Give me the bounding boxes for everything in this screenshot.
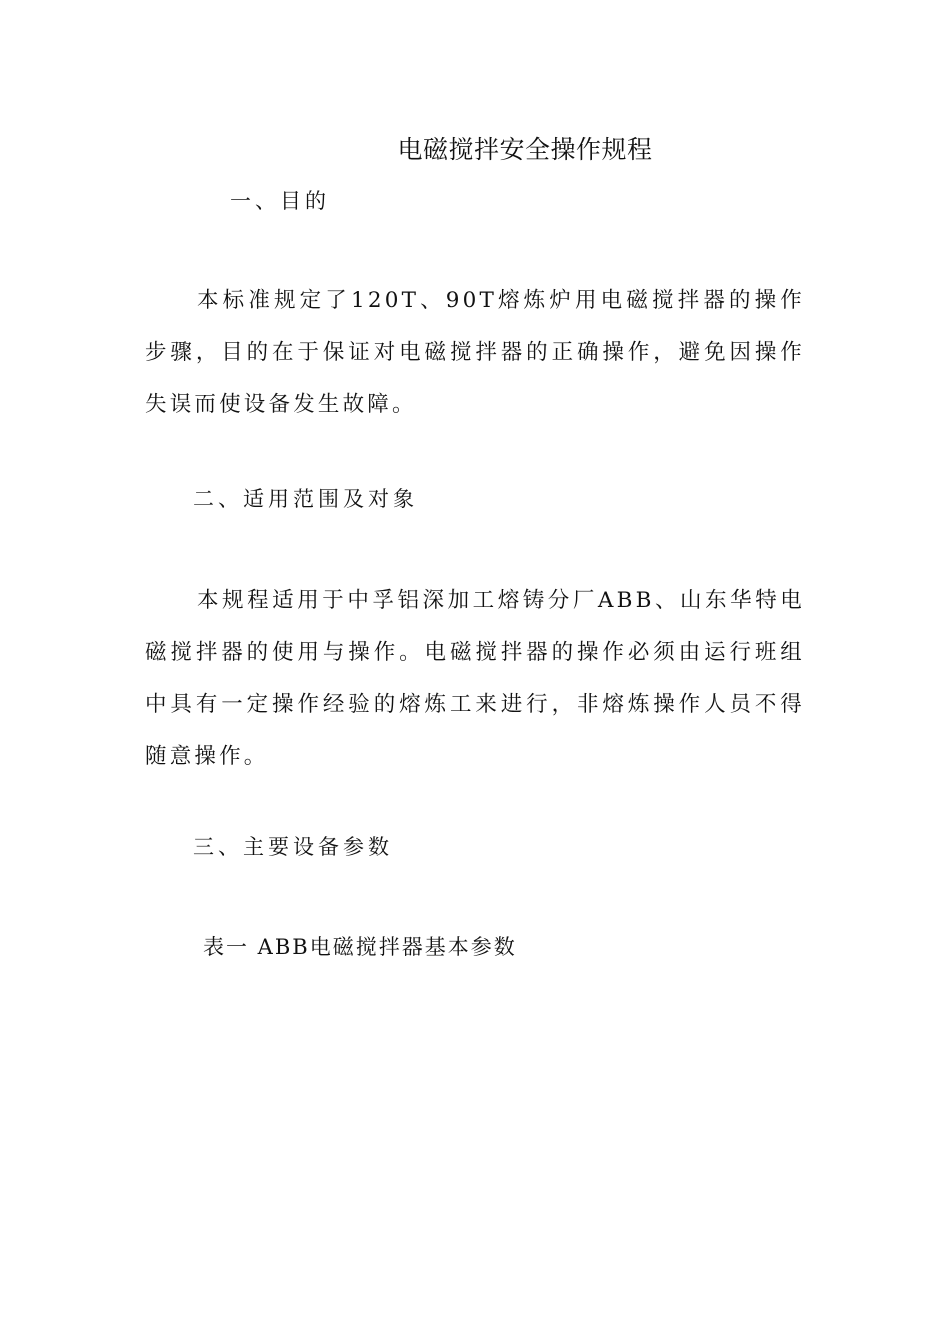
section-body-scope: 本规程适用于中孚铝深加工熔铸分厂ABB、山东华特电磁搅拌器的使用与操作。电磁搅拌器的操作必须由运行班组中具有一定操作经验的熔炼工来进行，非熔炼操作人员不得随意操作。 [145, 588, 805, 769]
section-heading-parameters: 三、主要设备参数 [193, 835, 393, 859]
table-caption: 表一 ABB电磁搅拌器基本参数 [203, 935, 517, 959]
section-body-purpose: 本标准规定了120T、90T熔炼炉用电磁搅拌器的操作步骤，目的在于保证对电磁搅拌器的正确操作，避免因操作失误而使设备发生故障。 [145, 288, 805, 417]
document-title: 电磁搅拌安全操作规程 [397, 135, 653, 164]
section-heading-scope: 二、适用范围及对象 [193, 487, 418, 511]
section-heading-purpose: 一、目的 [230, 189, 330, 213]
